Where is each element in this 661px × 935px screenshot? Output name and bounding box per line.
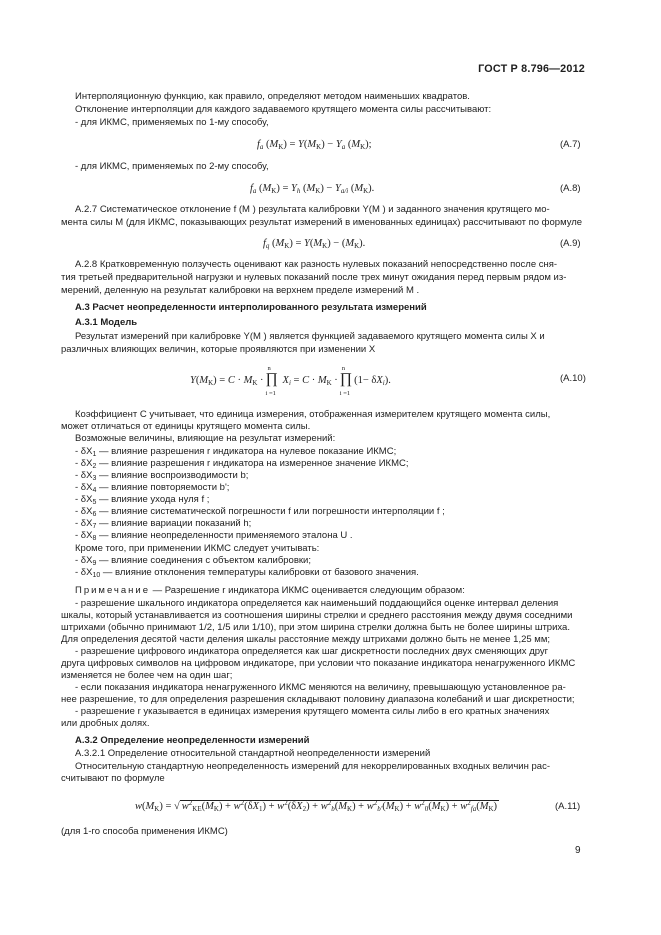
paragraph-line: - для ИКМС, применяемых по 1-му способу,	[75, 117, 269, 128]
paragraph-line: Интерполяционную функцию, как правило, определяют методом наименьших квадратов.	[75, 91, 470, 102]
note-line: Для определения десятой части деления шкалы расстояние между штрихами должно быть не менее 1,25 мм;	[61, 634, 550, 645]
paragraph-line: может отличаться от единицы крутящего момента силы.	[61, 421, 311, 432]
note-line: - разрешение шкального индикатора определяется как наименьший поддающийся оценке интервал деления	[75, 598, 559, 609]
note-line: Примечание — Разрешение r индикатора ИКМС оценивается следующим образом:	[75, 585, 465, 596]
paragraph-line: Результат измерений при калибровке Y(M ) является функцией задаваемого крутящего момента силы X и	[75, 331, 545, 342]
paragraph-line: - для ИКМС, применяемых по 2-му способу,	[75, 161, 269, 172]
paragraph-line: мерений, деленную на результат калибровки на верхнем пределе измерений M .	[61, 285, 420, 296]
subsection-heading: А.3.2 Определение неопределенности измерений	[75, 735, 310, 746]
note-line: или дробных долях.	[61, 718, 150, 729]
equation-number: (А.11)	[555, 801, 581, 812]
note-line: нее разрешение, то для определения разрешения складывают половину диапазона колебаний и шаг дискретности;	[61, 694, 575, 705]
note-line: - если показания индикатора ненагруженного ИКМС меняются на величину, превышающую установленное ра-	[75, 682, 566, 693]
note-line: изменяется не более чем на один шаг;	[61, 670, 233, 681]
list-item: - $\delta X_9$ — влияние соединения с объектом калибровки;	[75, 555, 311, 567]
paragraph-line: А.3.2.1 Определение относительной стандартной неопределенности измерений	[75, 748, 431, 759]
list-item: - $\delta X_3$ — влияние воспроизводимости b;	[75, 470, 249, 482]
equation-number: (А.7)	[560, 139, 581, 150]
note-label: Примечание	[75, 585, 150, 596]
list-item: - $\delta X_4$ — влияние повторяемости b';	[75, 482, 230, 494]
list-item: - $\delta X_{10}$ — влияние отклонения температуры калибровки от базового значения.	[75, 567, 419, 579]
list-item: - $\delta X_5$ — влияние ухода нуля f ;	[75, 494, 210, 506]
paragraph-line: различных влияющих величин, которые проявляются при изменении X	[61, 344, 376, 355]
paragraph-line: Кроме того, при применении ИКМС следует учитывать:	[75, 543, 320, 554]
equation-a10: $Y(M_K) = C \cdot M_K$ · ∏ n i =1 $X_i = C \cdot M_K$ · ∏ n i =1 $(1- \delta X_i)$.	[190, 365, 391, 397]
list-item: - $\delta X_7$ — влияние вариации показаний h;	[75, 518, 252, 530]
note-line: друга цифровых символов на цифровом индикаторе, при условии что показание индикатора ненагруженного ИКМС	[61, 658, 576, 669]
list-item: - $\delta X_1$ — влияние разрешения r индикатора на нулевое показание ИКМС;	[75, 446, 397, 458]
paragraph-line: А.2.7 Систематическое отклонение f (M ) результата калибровки Y(M ) и заданного значения крутящего мо-	[75, 204, 550, 215]
standard-header: ГОСТ Р 8.796—2012	[478, 63, 585, 75]
subsection-heading: А.3.1 Модель	[75, 317, 138, 328]
equation-a9: $f_q$ $(M_K) = Y(M_K) - (M_K)$.	[263, 238, 366, 250]
note-line: штрихами (обычно принимают 1/2, 1/5 или 1/10), при этом ширина стрелки должна быть не более ширины штриха.	[61, 622, 570, 633]
equation-number: (А.10)	[560, 373, 586, 384]
equation-number: (А.9)	[560, 238, 581, 249]
equation-a7: $f_a$ $(M_K) = Y(M_K) - Y_a$ $(M_K)$;	[257, 139, 372, 151]
paragraph-line: А.2.8 Кратковременную ползучесть оценивают как разность нулевых показаний непосредственно после сня-	[75, 259, 558, 270]
note-line: шкалы, который устанавливается из соотношения ширины стрелки и среднего расстояния между двумя соседними	[61, 610, 573, 621]
section-heading: А.3 Расчет неопределенности интерполированного результата измерений	[75, 302, 427, 313]
paragraph-line: считывают по формуле	[61, 773, 165, 784]
equation-a11: $w(M_K)$ = √ $w^2_{KE}(M_K) + w^2(\delta X_1) + w^2(\delta X_2) + w^2_b(M_K) + w^2_{b'}(M_K) + w^2_0(M_K) + w^2_{fa}(M_K)$	[135, 799, 498, 813]
note-line: - разрешение цифрового индикатора определяется как шаг дискретности последних двух сменяющих друг	[75, 646, 549, 657]
paragraph-line: Относительную стандартную неопределенность измерений для некоррелированных входных величин рас-	[75, 761, 550, 772]
paragraph-line: Отклонение интерполяции для каждого задаваемого крутящего момента силы рассчитывают:	[75, 104, 492, 115]
page-number: 9	[575, 845, 581, 856]
paragraph-line: (для 1-го способа применения ИКМС)	[61, 826, 228, 837]
list-item: - $\delta X_2$ — влияние разрешения r индикатора на измеренное значение ИКМС;	[75, 458, 409, 470]
paragraph-line: мента силы M (для ИКМС, показывающих результат измерений в именованных единицах) рассчитывают по формуле	[61, 217, 583, 228]
note-line: - разрешение r указывается в единицах измерения крутящего момента силы либо в его кратных значениях	[75, 706, 550, 717]
paragraph-line: Возможные величины, влияющие на результат измерений:	[75, 433, 336, 444]
equation-number: (А.8)	[560, 183, 581, 194]
paragraph-line: Коэффициент C учитывает, что единица измерения, отображенная измерителем крутящего момента силы,	[75, 409, 551, 420]
equation-a8: $f_a$ $(M_K) = Y_h$ $(M_K) - Y_{a/i}$ $(M_K)$.	[250, 183, 375, 195]
list-item: - $\delta X_8$ — влияние неопределенности применяемого эталона U .	[75, 530, 353, 542]
list-item: - $\delta X_6$ — влияние систематической погрешности f или погрешности интерполяции f ;	[75, 506, 445, 518]
paragraph-line: тия третьей предварительной нагрузки и нулевых показаний после трех минут ожидания перед первым рядом из-	[61, 272, 567, 283]
